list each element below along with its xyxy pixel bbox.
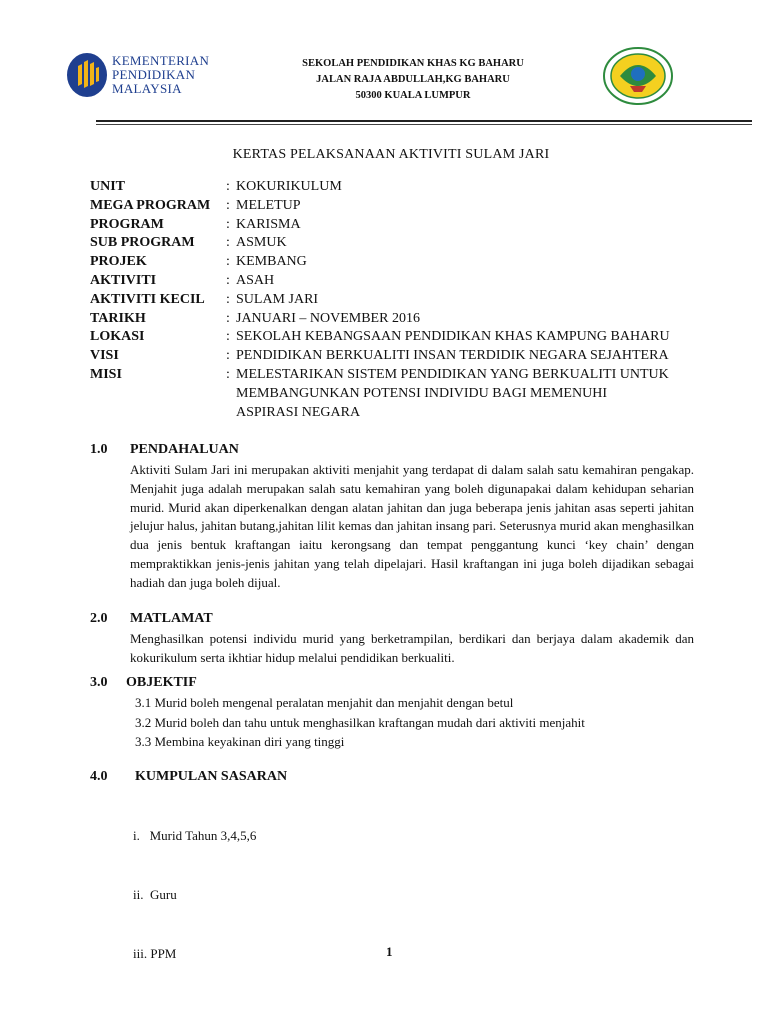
- info-label: AKTIVITI: [90, 272, 157, 288]
- list-item: i. Murid Tahun 3,4,5,6: [133, 828, 257, 844]
- info-row-projek: [90, 253, 690, 272]
- info-value: MELETUP: [236, 197, 301, 213]
- ministry-emblem-icon: [66, 52, 108, 98]
- info-colon: :: [226, 235, 230, 251]
- section-title: KUMPULAN SASARAN: [135, 769, 288, 784]
- info-label: SUB PROGRAM: [90, 235, 195, 251]
- info-colon: :: [226, 366, 230, 382]
- info-label: MEGA PROGRAM: [90, 197, 211, 213]
- info-row-visi: [90, 347, 690, 366]
- target-group-list: [133, 787, 256, 983]
- list-item: ii. Guru: [133, 886, 177, 902]
- section-title: PENDAHALUAN: [130, 442, 239, 457]
- info-value: MELESTARIKAN SISTEM PENDIDIKAN YANG BERKUALITI UNTUK MEMBANGUNKAN POTENSI INDIVIDU BAGI MEMENUHI ASPIRASI NEGARA: [236, 366, 669, 420]
- list-item: 3.2 Murid boleh dan tahu untuk menghasilkan kraftangan mudah dari aktiviti menjahit: [135, 714, 585, 730]
- info-label: PROGRAM: [90, 216, 164, 232]
- info-value: ASMUK: [236, 235, 287, 251]
- info-row-aktiviti-kecil: [90, 291, 690, 310]
- info-label: PROJEK: [90, 254, 147, 270]
- info-label: AKTIVITI KECIL: [90, 291, 205, 307]
- info-label: VISI: [90, 348, 119, 364]
- letterhead: [0, 0, 768, 130]
- section-number: 3.0: [90, 675, 108, 690]
- section-number: 4.0: [90, 769, 108, 784]
- info-colon: :: [226, 272, 230, 288]
- school-crest-icon: [602, 46, 674, 106]
- school-street: JALAN RAJA ABDULLAH,KG BAHARU: [316, 74, 510, 85]
- school-address: [250, 56, 576, 104]
- info-colon: :: [226, 197, 230, 213]
- ministry-line: KEMENTERIAN: [112, 53, 210, 68]
- info-colon: :: [226, 216, 230, 232]
- section-title: MATLAMAT: [130, 611, 213, 626]
- section-number: 1.0: [90, 442, 108, 457]
- info-value: PENDIDIKAN BERKUALITI INSAN TERDIDIK NEGARA SEJAHTERA: [236, 348, 669, 364]
- info-value: JANUARI – NOVEMBER 2016: [236, 310, 420, 326]
- ministry-line: MALAYSIA: [112, 81, 182, 96]
- info-label: TARIKH: [90, 310, 146, 326]
- section-number: 2.0: [90, 611, 108, 626]
- ministry-line: PENDIDIKAN: [112, 67, 196, 82]
- info-value: SEKOLAH KEBANGSAAN PENDIDIKAN KHAS KAMPUNG BAHARU: [236, 329, 670, 345]
- info-label: MISI: [90, 366, 122, 382]
- info-colon: :: [226, 254, 230, 270]
- info-value: KARISMA: [236, 216, 301, 232]
- section-body-matlamat: Menghasilkan potensi individu murid yang berketrampilan, berdikari dan berjaya dalam akademik dan kokurikulum serta ikhtiar hidup melalui pendidikan berkualiti.: [130, 631, 694, 665]
- header-rule-thin: [96, 124, 752, 125]
- info-label: UNIT: [90, 179, 126, 194]
- info-label: LOKASI: [90, 329, 145, 345]
- info-row-lokasi: [90, 328, 690, 347]
- section-title: OBJEKTIF: [126, 675, 197, 690]
- ministry-logo: [66, 52, 216, 100]
- list-item: 3.3 Membina keyakinan diri yang tinggi: [135, 734, 345, 750]
- info-colon: :: [226, 291, 230, 307]
- page-number: 1: [386, 944, 393, 959]
- list-item: 3.1 Murid boleh mengenal peralatan menjahit dan menjahit dengan betul: [135, 695, 514, 710]
- info-colon: :: [226, 310, 230, 326]
- ministry-wordmark: [112, 54, 209, 96]
- info-row-aktiviti: [90, 272, 690, 291]
- info-value: ASAH: [236, 272, 275, 288]
- info-row-sub-program: [90, 234, 690, 253]
- info-row-program: [90, 216, 690, 235]
- objective-list: [135, 693, 585, 752]
- list-item: iii. PPM: [133, 945, 177, 961]
- info-row-mega-program: [90, 197, 690, 216]
- document-title: KERTAS PELAKSANAAN AKTIVITI SULAM JARI: [232, 147, 550, 162]
- school-city: 50300 KUALA LUMPUR: [355, 90, 471, 101]
- info-row-tarikh: [90, 310, 690, 329]
- info-value: SULAM JARI: [236, 291, 319, 307]
- info-row-unit: [90, 178, 690, 197]
- header-rule: [96, 120, 752, 122]
- info-colon: :: [226, 329, 230, 345]
- info-value: KEMBANG: [236, 254, 307, 270]
- school-name: SEKOLAH PENDIDIKAN KHAS KG BAHARU: [302, 58, 524, 69]
- info-colon: :: [226, 179, 230, 194]
- info-value: KOKURIKULUM: [236, 179, 342, 194]
- section-body-pendahuluan: Aktiviti Sulam Jari ini merupakan aktiviti menjahit yang terdapat di dalam salah satu kemahiran pengakap. Menjahit juga adalah merupakan salah satu kemahiran yang boleh digunapakai dalam kehidupan seharian murid. Murid akan diperkenalkan dengan alatan jahitan dan juga beberapa jenis jahitan asas seperti jahitan jelujur halus, jahitan butang,jahitan lilit kemas dan jahitan insang pari. Seterusnya murid akan menghasilkan dua jenis bentuk kraftangan iaitu kerongsang dan tempat penggantung kunci ‘key chain’ dengan mempraktikkan jenis-jenis jahitan yang telah dipelajari. Hasil kraftangan ini juga boleh dijadikan sebagai hadiah dan juga boleh dijual.: [130, 462, 694, 590]
- info-row-misi: [90, 366, 690, 422]
- program-info: [90, 178, 690, 422]
- info-colon: :: [226, 348, 230, 364]
